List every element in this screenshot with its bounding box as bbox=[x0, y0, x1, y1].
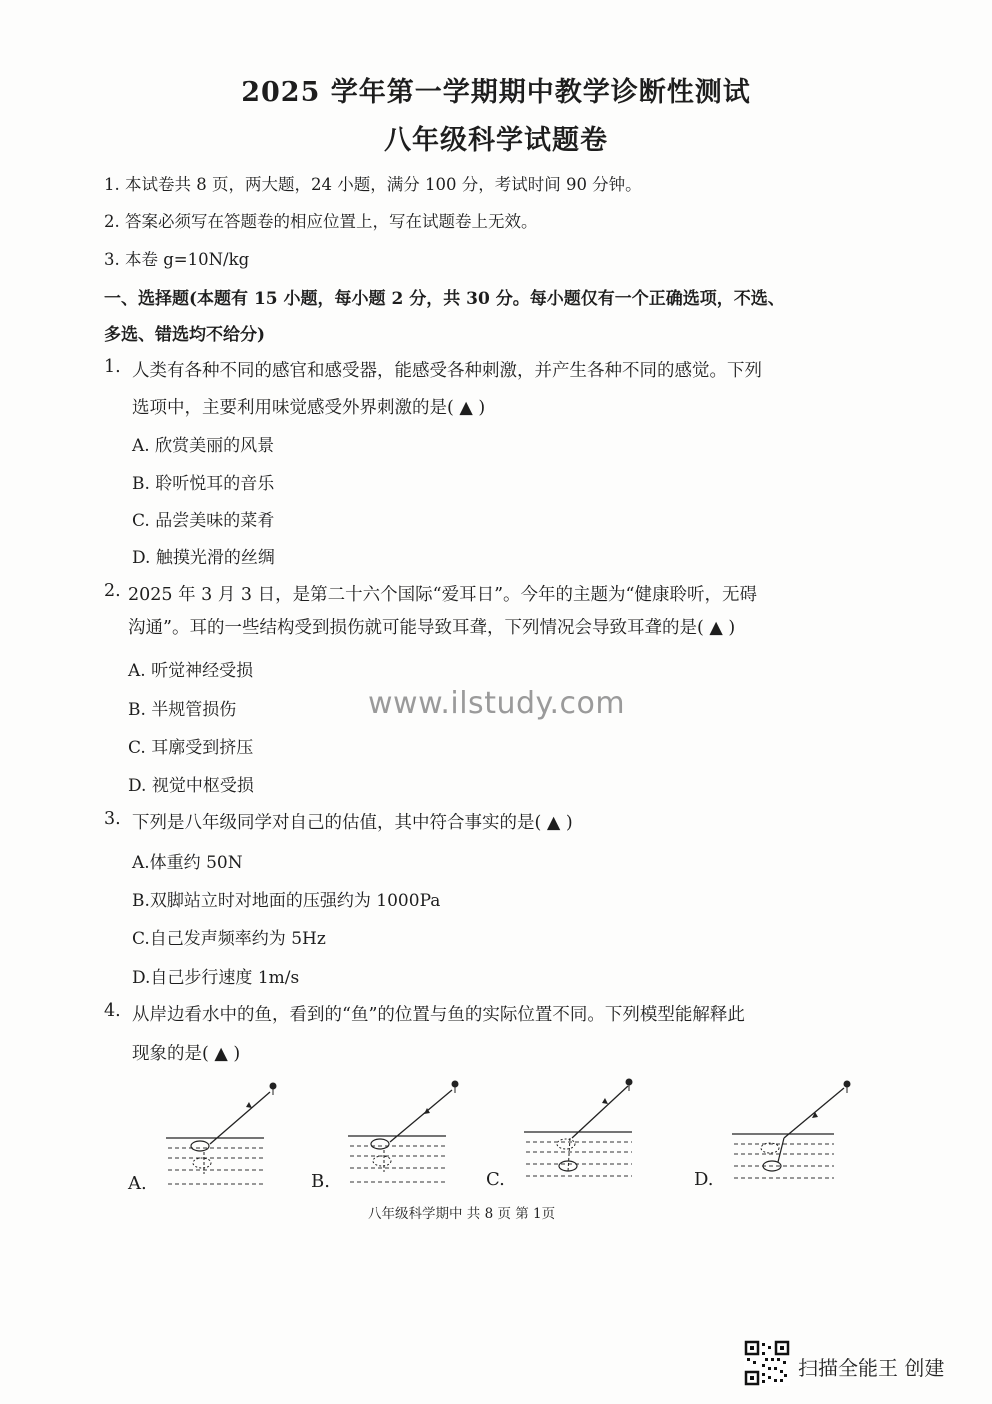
option-c: C. 耳廓受到挤压 bbox=[128, 738, 254, 758]
option-b: B. 半规管损伤 bbox=[128, 700, 237, 720]
question-stem: 人类有各种不同的感官和感受器，能感受各种刺激，并产生各种不同的感觉。下列 bbox=[132, 361, 762, 381]
note-2: 2. 答案必须写在答题卷的相应位置上，写在试题卷上无效。 bbox=[104, 212, 538, 231]
option-d: D.自己步行速度 1m/s bbox=[132, 968, 300, 988]
refraction-diagram-c bbox=[520, 1076, 645, 1188]
figure-label-b: B. bbox=[311, 1171, 330, 1192]
note-3: 3. 本卷 g=10N/kg bbox=[104, 250, 250, 269]
refraction-diagram-d bbox=[728, 1078, 858, 1190]
question-stem: 沟通”。耳的一些结构受到损伤就可能导致耳聋，下列情况会导致耳聋的是( ▲ ) bbox=[128, 618, 736, 638]
question-stem: 从岸边看水中的鱼，看到的“鱼”的位置与鱼的实际位置不同。下列模型能解释此 bbox=[132, 1005, 745, 1025]
question-stem: 现象的是( ▲ ) bbox=[132, 1044, 241, 1064]
option-a: A. 听觉神经受损 bbox=[128, 661, 254, 681]
refraction-diagram-a bbox=[162, 1078, 282, 1190]
note-1: 1. 本试卷共 8 页，两大题，24 小题，满分 100 分，考试时间 90 分钟。 bbox=[104, 175, 642, 194]
page-subtitle: 八年级科学试题卷 bbox=[384, 125, 608, 156]
option-c: C.自己发声频率约为 5Hz bbox=[132, 929, 326, 949]
qr-code-icon bbox=[744, 1340, 790, 1386]
option-a: A. 欣赏美丽的风景 bbox=[132, 436, 275, 456]
option-b: B.双脚站立时对地面的压强约为 1000Pa bbox=[132, 891, 441, 911]
page-title: 2025 学年第一学期期中教学诊断性测试 bbox=[241, 77, 751, 108]
question-number: 3. bbox=[104, 809, 121, 829]
option-c: C. 品尝美味的菜肴 bbox=[132, 511, 275, 531]
figure-label-d: D. bbox=[694, 1169, 714, 1190]
page-footer: 八年级科学期中 共 8 页 第 1页 bbox=[368, 1206, 556, 1222]
option-d: D. 触摸光滑的丝绸 bbox=[132, 548, 275, 568]
watermark: www.ilstudy.com bbox=[368, 686, 626, 721]
question-number: 2. bbox=[104, 581, 121, 601]
option-d: D. 视觉中枢受损 bbox=[128, 776, 254, 796]
option-b: B. 聆听悦耳的音乐 bbox=[132, 474, 275, 494]
question-number: 4. bbox=[104, 1001, 121, 1021]
section-header-line2: 多选、错选均不给分) bbox=[104, 325, 266, 345]
figure-label-a: A. bbox=[128, 1173, 147, 1194]
question-stem: 选项中，主要利用味觉感受外界刺激的是( ▲ ) bbox=[132, 398, 486, 418]
scan-badge-label: 扫描全能王 创建 bbox=[798, 1356, 945, 1380]
question-number: 1. bbox=[104, 357, 121, 377]
section-header-line1: 一、选择题(本题有 15 小题，每小题 2 分，共 30 分。每小题仅有一个正确选项，不选、 bbox=[104, 289, 785, 309]
question-stem: 2025 年 3 月 3 日，是第二十六个国际“爱耳日”。今年的主题为“健康聆听，无碍 bbox=[128, 585, 757, 605]
option-a: A.体重约 50N bbox=[132, 853, 243, 873]
question-stem: 下列是八年级同学对自己的估值，其中符合事实的是( ▲ ) bbox=[132, 813, 573, 833]
figure-label-c: C. bbox=[486, 1169, 505, 1190]
refraction-diagram-b bbox=[344, 1076, 464, 1188]
